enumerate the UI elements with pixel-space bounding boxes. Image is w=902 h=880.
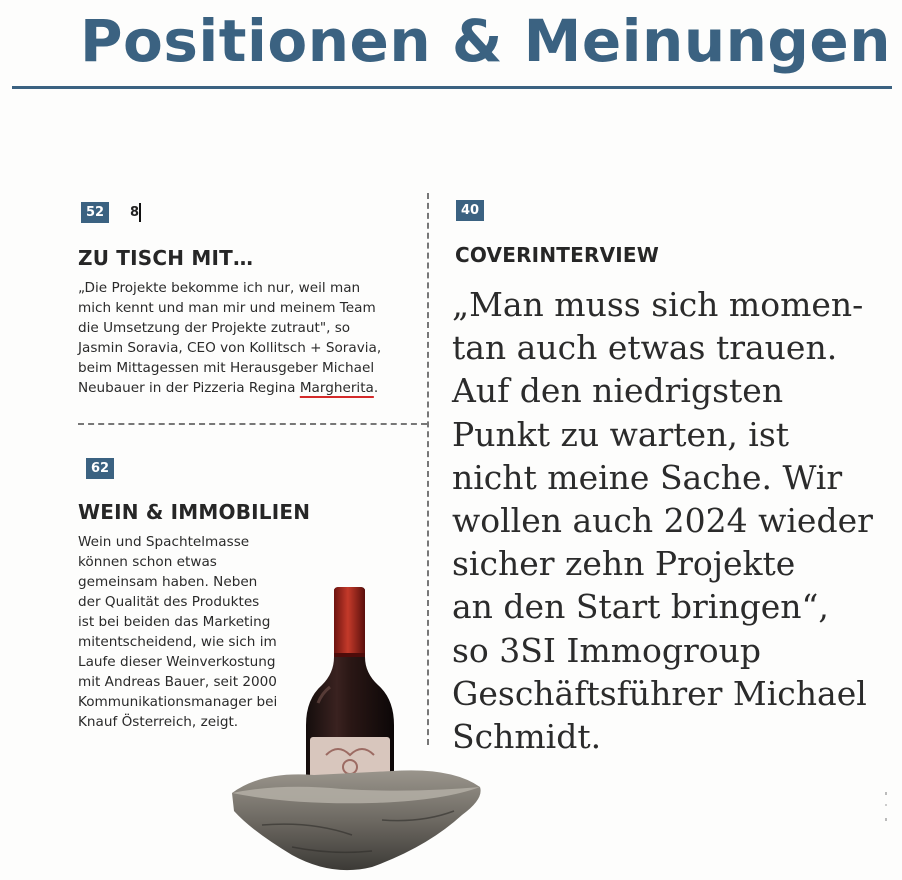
body-line-start: Neubauer in der Pizzeria Regina	[78, 380, 300, 396]
horizontal-divider	[78, 423, 427, 425]
page-number-badge: 62	[86, 458, 114, 479]
body-line: ist bei beiden das Marketing	[78, 614, 271, 630]
bottle-foil	[334, 587, 365, 657]
quote-line: nicht meine Sache. Wir	[452, 457, 843, 497]
section-heading-wein: WEIN & IMMOBILIEN	[78, 500, 311, 524]
stone-plinth	[232, 770, 481, 870]
body-line: die Umsetzung der Projekte zutraut", so	[78, 320, 351, 336]
masthead-title: Positionen & Meinungen	[80, 7, 892, 75]
page-number-badge: 40	[456, 200, 484, 221]
body-line: Jasmin Soravia, CEO von Kollitsch + Soravia,	[78, 340, 382, 356]
body-line: Kommunikationsmanager bei	[78, 694, 278, 710]
body-line: Wein und Spachtelmasse	[78, 534, 250, 550]
typed-digit: 8	[130, 205, 140, 220]
quote-line: Auf den niedrigsten	[452, 371, 784, 411]
zu-tisch-body	[78, 278, 381, 398]
body-line: der Qualität des Produktes	[78, 594, 260, 610]
quote-line: an den Start bringen“,	[452, 587, 829, 627]
body-line: Knauf Österreich, zeigt.	[78, 714, 239, 730]
quote-line: sicher zehn Projekte	[452, 544, 796, 584]
wine-bottle-on-stone-image	[222, 585, 487, 875]
quote-line: so 3SI Immogroup	[452, 630, 762, 670]
quote-line: Punkt zu warten, ist	[452, 414, 790, 454]
quote-line: „Man muss sich momen-	[452, 285, 864, 324]
body-line: mitentscheidend, wie sich im	[78, 634, 277, 650]
body-line-last	[78, 378, 381, 398]
section-heading-coverinterview: COVERINTERVIEW	[455, 243, 660, 267]
spellcheck-marked-word[interactable]: Margherita	[299, 380, 374, 396]
body-line: Laufe dieser Weinverkostung	[78, 654, 276, 670]
text-cursor	[130, 202, 144, 223]
pull-quote	[452, 283, 873, 758]
quote-line: Schmidt.	[452, 717, 602, 757]
page-number-badge: 52	[81, 202, 109, 223]
body-line: gemeinsam haben. Neben	[78, 574, 258, 590]
body-line: mit Andreas Bauer, seit 2000	[78, 674, 277, 690]
print-specks	[884, 790, 888, 830]
masthead-rule	[12, 86, 892, 89]
body-line: können schon etwas	[78, 554, 217, 570]
body-line: mich kennt und man mir und meinem Team	[78, 300, 376, 316]
section-heading-zu-tisch: ZU TISCH MIT…	[78, 246, 254, 270]
quote-line: Geschäftsführer Michael	[452, 673, 867, 713]
body-line: beim Mittagessen mit Herausgeber Michael	[78, 360, 375, 376]
quote-line: wollen auch 2024 wieder	[452, 501, 873, 541]
quote-line: tan auch etwas trauen.	[452, 328, 838, 368]
body-line-end: .	[373, 380, 379, 396]
body-line: „Die Projekte bekomme ich nur, weil man	[78, 280, 361, 296]
